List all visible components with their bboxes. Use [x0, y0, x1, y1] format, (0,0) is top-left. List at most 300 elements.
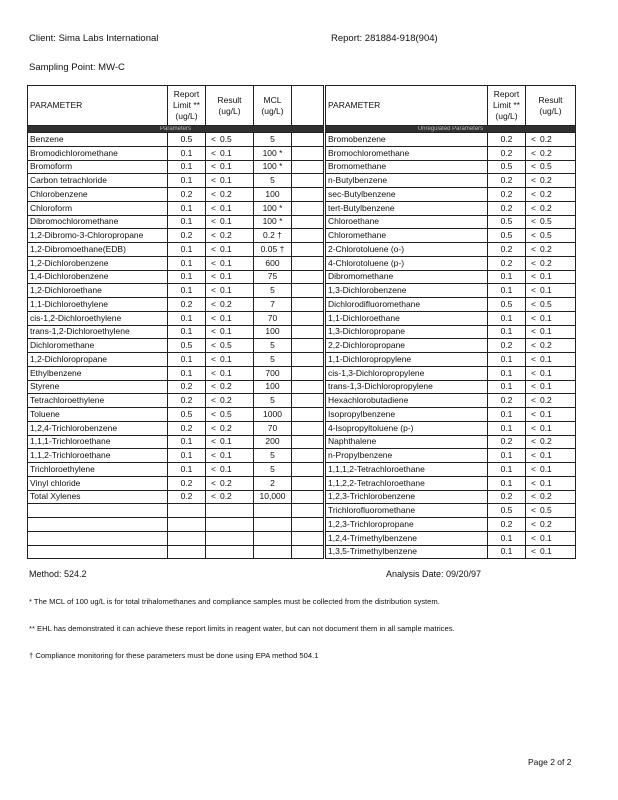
result-value: 0.1: [219, 257, 232, 268]
result-value: 0.2: [539, 436, 552, 447]
table-row: [28, 229, 324, 243]
less-than-sign: <: [531, 367, 536, 378]
report-limit-cell: 0.1: [488, 325, 526, 339]
mcl-cell: 2: [254, 476, 292, 490]
report-limit-cell: 0.2: [488, 174, 526, 188]
spacer-cell: [292, 545, 324, 559]
result-value: 0.1: [219, 463, 232, 474]
result-value: 0.1: [539, 381, 552, 392]
less-than-sign: <: [211, 340, 216, 351]
report-limit-cell: 0.5: [488, 215, 526, 229]
result-value: 0.1: [219, 367, 232, 378]
parameter-cell: 1,1,2-Trichloroethane: [28, 449, 168, 463]
report-limit-cell: 0.1: [168, 463, 206, 477]
result-value: 0.2: [219, 230, 232, 241]
spacer-cell: [292, 531, 324, 545]
parameter-cell: Naphthalene: [326, 435, 488, 449]
table-row: [28, 463, 324, 477]
result-value: 0.2: [219, 422, 232, 433]
section-band-label: Unregulated Parameters: [326, 126, 576, 133]
parameter-cell: trans-1,2-Dichloroethylene: [28, 325, 168, 339]
spacer-cell: [292, 463, 324, 477]
table-row: [326, 408, 576, 422]
mcl-header: [254, 86, 292, 126]
result-header: [526, 86, 576, 126]
parameter-cell: n-Propylbenzene: [326, 449, 488, 463]
result-cell: [206, 215, 254, 229]
less-than-sign: <: [211, 271, 216, 282]
result-cell: [526, 174, 576, 188]
report-limit-cell: [168, 545, 206, 559]
result-value: 0.5: [219, 340, 232, 351]
result-cell: [206, 380, 254, 394]
less-than-sign: <: [531, 546, 536, 557]
result-cell: [526, 188, 576, 202]
parameter-cell: Bromomethane: [326, 160, 488, 174]
report-limit-cell: [168, 531, 206, 545]
result-value: 0.1: [539, 450, 552, 461]
report-limit-cell: 0.5: [168, 408, 206, 422]
result-cell: [526, 325, 576, 339]
less-than-sign: <: [211, 477, 216, 488]
parameter-cell: 1,1-Dichloropropylene: [326, 353, 488, 367]
result-value: 0.2: [539, 243, 552, 254]
result-cell: [206, 518, 254, 532]
less-than-sign: <: [531, 477, 536, 488]
report-limit-header-line: Report: [173, 89, 200, 99]
spacer-cell: [292, 339, 324, 353]
report-limit-cell: 0.2: [168, 490, 206, 504]
table-row: [28, 146, 324, 160]
report-limit-cell: 0.2: [168, 229, 206, 243]
result-cell: [206, 243, 254, 257]
table-row: [326, 353, 576, 367]
table-row: [28, 353, 324, 367]
table-row: [28, 339, 324, 353]
result-value: 0.2: [219, 395, 232, 406]
parameter-cell: 1,2,3-Trichlorobenzene: [326, 490, 488, 504]
parameter-cell: 1,2-Dibromo-3-Chloropropane: [28, 229, 168, 243]
spacer-cell: [292, 174, 324, 188]
result-header-line: Result: [217, 94, 242, 105]
result-value: 0.2: [539, 133, 552, 144]
parameter-cell: 4-Chlorotoluene (p-): [326, 256, 488, 270]
report-limit-cell: 0.1: [168, 325, 206, 339]
report-limit-cell: 0.5: [488, 298, 526, 312]
table-row: [326, 256, 576, 270]
table-row: [28, 421, 324, 435]
parameter-cell: Ethylbenzene: [28, 366, 168, 380]
spacer-cell: [292, 490, 324, 504]
report-limit-cell: 0.1: [168, 311, 206, 325]
report-limit-cell: 0.1: [488, 449, 526, 463]
spacer-cell: [292, 146, 324, 160]
less-than-sign: <: [211, 381, 216, 392]
parameter-cell: Vinyl chloride: [28, 476, 168, 490]
less-than-sign: <: [211, 188, 216, 199]
result-cell: [526, 435, 576, 449]
result-value: 0.5: [539, 216, 552, 227]
report-limit-cell: 0.2: [168, 421, 206, 435]
result-cell: [206, 408, 254, 422]
report-limit-cell: 0.1: [168, 270, 206, 284]
result-cell: [206, 449, 254, 463]
report-limit-cell: [168, 518, 206, 532]
table-row: [326, 243, 576, 257]
parameter-cell: Tetrachloroethylene: [28, 394, 168, 408]
result-cell: [526, 366, 576, 380]
less-than-sign: <: [211, 463, 216, 474]
mcl-cell: 0.05 †: [254, 243, 292, 257]
result-value: 0.1: [219, 436, 232, 447]
result-value: 0.1: [539, 477, 552, 488]
parameter-cell: Dibromochloromethane: [28, 215, 168, 229]
report-limit-cell: 0.2: [488, 435, 526, 449]
table-row: [326, 463, 576, 477]
result-cell: [206, 463, 254, 477]
result-cell: [526, 339, 576, 353]
table-row: [28, 311, 324, 325]
report-limit-header-line: Limit **: [493, 100, 520, 110]
report-limit-cell: 0.5: [168, 339, 206, 353]
parameter-cell: 1,2-Dichlorobenzene: [28, 256, 168, 270]
spacer-cell: [292, 353, 324, 367]
less-than-sign: <: [211, 450, 216, 461]
table-row: [28, 449, 324, 463]
spacer-cell: [292, 435, 324, 449]
result-header-line: (ug/L): [539, 105, 562, 116]
result-header-line: (ug/L): [218, 105, 241, 116]
result-cell: [206, 298, 254, 312]
result-cell: [526, 146, 576, 160]
result-cell: [206, 174, 254, 188]
mcl-cell: 5: [254, 284, 292, 298]
mcl-cell: 10,000: [254, 490, 292, 504]
mcl-cell: 100 *: [254, 146, 292, 160]
mcl-cell: 1000: [254, 408, 292, 422]
result-cell: [526, 311, 576, 325]
less-than-sign: <: [211, 326, 216, 337]
report-limit-cell: 0.1: [488, 531, 526, 545]
result-value: 0.5: [219, 408, 232, 419]
result-cell: [206, 256, 254, 270]
table-row: [28, 394, 324, 408]
report-limit-cell: [168, 504, 206, 518]
less-than-sign: <: [211, 367, 216, 378]
report-limit-cell: 0.1: [488, 270, 526, 284]
result-cell: [206, 311, 254, 325]
table-row: [326, 201, 576, 215]
parameter-cell: Carbon tetrachloride: [28, 174, 168, 188]
spacer-cell: [292, 215, 324, 229]
report-limit-cell: 0.1: [168, 284, 206, 298]
table-row: [28, 518, 324, 532]
result-cell: [526, 408, 576, 422]
parameter-cell: 1,2-Dibromoethane(EDB): [28, 243, 168, 257]
result-value: 0.1: [219, 271, 232, 282]
report-limit-cell: 0.2: [488, 394, 526, 408]
report-limit-cell: 0.1: [168, 353, 206, 367]
mcl-cell: [254, 545, 292, 559]
table-header-row: [326, 86, 576, 126]
less-than-sign: <: [211, 491, 216, 502]
result-value: 0.2: [539, 257, 552, 268]
table-row: [326, 531, 576, 545]
table-row: [28, 243, 324, 257]
less-than-sign: <: [531, 491, 536, 502]
parameter-cell: Chloromethane: [326, 229, 488, 243]
report-limit-cell: 0.1: [488, 284, 526, 298]
spacer-cell: [292, 160, 324, 174]
table-row: [28, 504, 324, 518]
result-cell: [526, 518, 576, 532]
mcl-cell: 100: [254, 325, 292, 339]
report-limit-cell: 0.1: [168, 174, 206, 188]
result-cell: [206, 490, 254, 504]
table-row: [326, 449, 576, 463]
table-row: [28, 188, 324, 202]
page-number: Page 2 of 2: [528, 757, 572, 767]
result-cell: [206, 325, 254, 339]
less-than-sign: <: [531, 298, 536, 309]
sampling-point: Sampling Point: MW-C: [29, 62, 125, 73]
result-value: 0.1: [219, 450, 232, 461]
report-limit-header: [488, 86, 526, 126]
parameter-cell: Chloroethane: [326, 215, 488, 229]
result-cell: [206, 531, 254, 545]
result-cell: [206, 421, 254, 435]
result-value: 0.1: [539, 271, 552, 282]
parameter-cell: 1,3,5-Trimethylbenzene: [326, 545, 488, 559]
result-value: 0.1: [539, 546, 552, 557]
less-than-sign: <: [211, 243, 216, 254]
parameter-cell: tert-Butylbenzene: [326, 201, 488, 215]
result-cell: [526, 421, 576, 435]
table-row: [28, 256, 324, 270]
report-limit-cell: 0.1: [168, 449, 206, 463]
mcl-cell: 5: [254, 449, 292, 463]
parameter-cell: [28, 545, 168, 559]
spacer-cell: [292, 133, 324, 147]
spacer-cell: [292, 243, 324, 257]
result-cell: [206, 160, 254, 174]
less-than-sign: <: [531, 505, 536, 516]
table-row: [28, 408, 324, 422]
table-row: [326, 366, 576, 380]
result-value: 0.1: [539, 367, 552, 378]
report-limit-cell: 0.2: [488, 339, 526, 353]
mcl-cell: 70: [254, 311, 292, 325]
mcl-cell: 5: [254, 463, 292, 477]
less-than-sign: <: [211, 436, 216, 447]
spacer-cell: [292, 449, 324, 463]
result-cell: [526, 504, 576, 518]
spacer-cell: [292, 270, 324, 284]
result-cell: [526, 160, 576, 174]
table-row: [28, 174, 324, 188]
table-row: [326, 394, 576, 408]
parameter-cell: n-Butylbenzene: [326, 174, 488, 188]
report-limit-cell: 0.1: [488, 421, 526, 435]
parameter-cell: Dibromomethane: [326, 270, 488, 284]
result-value: 0.1: [219, 326, 232, 337]
table-row: [326, 518, 576, 532]
section-band: [28, 126, 324, 133]
report-limit-header-line: (ug/L): [495, 111, 518, 121]
result-value: 0.2: [219, 477, 232, 488]
mcl-cell: [254, 531, 292, 545]
result-cell: [206, 270, 254, 284]
less-than-sign: <: [211, 147, 216, 158]
result-header: [206, 86, 254, 126]
report-limit-cell: 0.2: [168, 476, 206, 490]
table-row: [28, 215, 324, 229]
table-row: [28, 545, 324, 559]
table-row: [326, 490, 576, 504]
less-than-sign: <: [211, 298, 216, 309]
table-row: [28, 490, 324, 504]
result-cell: [206, 353, 254, 367]
table-row: [326, 380, 576, 394]
method-label: Method: 524.2: [29, 569, 87, 579]
result-value: 0.1: [219, 216, 232, 227]
less-than-sign: <: [211, 395, 216, 406]
parameter-cell: trans-1,3-Dichloropropylene: [326, 380, 488, 394]
result-cell: [526, 545, 576, 559]
less-than-sign: <: [531, 408, 536, 419]
table-row: [28, 284, 324, 298]
less-than-sign: <: [531, 422, 536, 433]
less-than-sign: <: [531, 518, 536, 529]
table-row: [28, 298, 324, 312]
parameter-cell: 1,2-Dichloroethane: [28, 284, 168, 298]
spacer-header: [292, 86, 324, 126]
parameter-cell: Hexachlorobutadiene: [326, 394, 488, 408]
less-than-sign: <: [531, 257, 536, 268]
result-cell: [206, 146, 254, 160]
mcl-cell: 100 *: [254, 160, 292, 174]
mcl-cell: 5: [254, 353, 292, 367]
report-limit-cell: 0.2: [488, 518, 526, 532]
less-than-sign: <: [211, 257, 216, 268]
table-row: [28, 133, 324, 147]
table-row: [28, 435, 324, 449]
result-cell: [526, 256, 576, 270]
result-value: 0.1: [219, 202, 232, 213]
parameter-cell: sec-Butylbenzene: [326, 188, 488, 202]
parameter-cell: 1,4-Dichlorobenzene: [28, 270, 168, 284]
result-cell: [206, 284, 254, 298]
table-row: [326, 133, 576, 147]
result-value: 0.2: [219, 381, 232, 392]
parameter-cell: [28, 531, 168, 545]
parameter-cell: 2-Chlorotoluene (o-): [326, 243, 488, 257]
less-than-sign: <: [211, 133, 216, 144]
mcl-cell: 5: [254, 339, 292, 353]
less-than-sign: <: [211, 175, 216, 186]
less-than-sign: <: [531, 230, 536, 241]
result-value: 0.1: [539, 312, 552, 323]
spacer-cell: [292, 325, 324, 339]
less-than-sign: <: [211, 161, 216, 172]
spacer-cell: [292, 504, 324, 518]
report-number: Report: 281884-918(904): [331, 33, 438, 44]
result-value: 0.1: [539, 422, 552, 433]
less-than-sign: <: [531, 202, 536, 213]
spacer-cell: [292, 298, 324, 312]
table-row: [326, 325, 576, 339]
report-limit-cell: 0.2: [168, 188, 206, 202]
result-cell: [526, 284, 576, 298]
table-row: [28, 531, 324, 545]
less-than-sign: <: [531, 353, 536, 364]
less-than-sign: <: [531, 147, 536, 158]
result-value: 0.5: [539, 298, 552, 309]
result-value: 0.2: [539, 147, 552, 158]
parameter-cell: Dichlorodifluoromethane: [326, 298, 488, 312]
parameter-cell: Trichlorofluoromethane: [326, 504, 488, 518]
section-band-label: Parameters: [28, 126, 324, 133]
less-than-sign: <: [211, 408, 216, 419]
result-value: 0.5: [219, 133, 232, 144]
result-value: 0.1: [219, 175, 232, 186]
less-than-sign: <: [531, 436, 536, 447]
report-limit-cell: 0.1: [488, 353, 526, 367]
report-limit-header-line: (ug/L): [175, 111, 198, 121]
result-value: 0.2: [539, 491, 552, 502]
report-limit-cell: 0.1: [168, 256, 206, 270]
result-value: 0.1: [219, 147, 232, 158]
parameter-cell: Bromodichloromethane: [28, 146, 168, 160]
result-value: 0.1: [539, 408, 552, 419]
result-value: 0.2: [219, 298, 232, 309]
mcl-cell: 5: [254, 394, 292, 408]
report-limit-cell: 0.2: [168, 298, 206, 312]
report-limit-cell: 0.1: [168, 146, 206, 160]
mcl-cell: [254, 504, 292, 518]
result-value: 0.5: [539, 230, 552, 241]
result-value: 0.1: [539, 532, 552, 543]
mcl-cell: 70: [254, 421, 292, 435]
result-cell: [526, 531, 576, 545]
result-value: 0.2: [539, 188, 552, 199]
parameter-cell: Chloroform: [28, 201, 168, 215]
result-cell: [526, 463, 576, 477]
table-row: [326, 476, 576, 490]
table-row: [326, 311, 576, 325]
spacer-cell: [292, 518, 324, 532]
report-limit-cell: 0.5: [488, 504, 526, 518]
report-limit-cell: 0.2: [488, 133, 526, 147]
table-header-row: [28, 86, 324, 126]
report-limit-cell: 0.1: [488, 545, 526, 559]
parameter-cell: Bromochloromethane: [326, 146, 488, 160]
spacer-cell: [292, 256, 324, 270]
result-cell: [206, 476, 254, 490]
result-cell: [526, 353, 576, 367]
footnote-mcl: * The MCL of 100 ug/L is for total trihalomethanes and compliance samples must be collected from the distribution system.: [29, 597, 440, 606]
report-limit-cell: 0.1: [168, 435, 206, 449]
result-value: 0.5: [539, 161, 552, 172]
result-cell: [206, 201, 254, 215]
table-row: [28, 270, 324, 284]
spacer-cell: [292, 394, 324, 408]
report-limit-header: [168, 86, 206, 126]
table-row: [326, 284, 576, 298]
parameter-cell: 1,1-Dichloroethane: [326, 311, 488, 325]
parameter-cell: 1,2,4-Trimethylbenzene: [326, 531, 488, 545]
table-row: [28, 160, 324, 174]
